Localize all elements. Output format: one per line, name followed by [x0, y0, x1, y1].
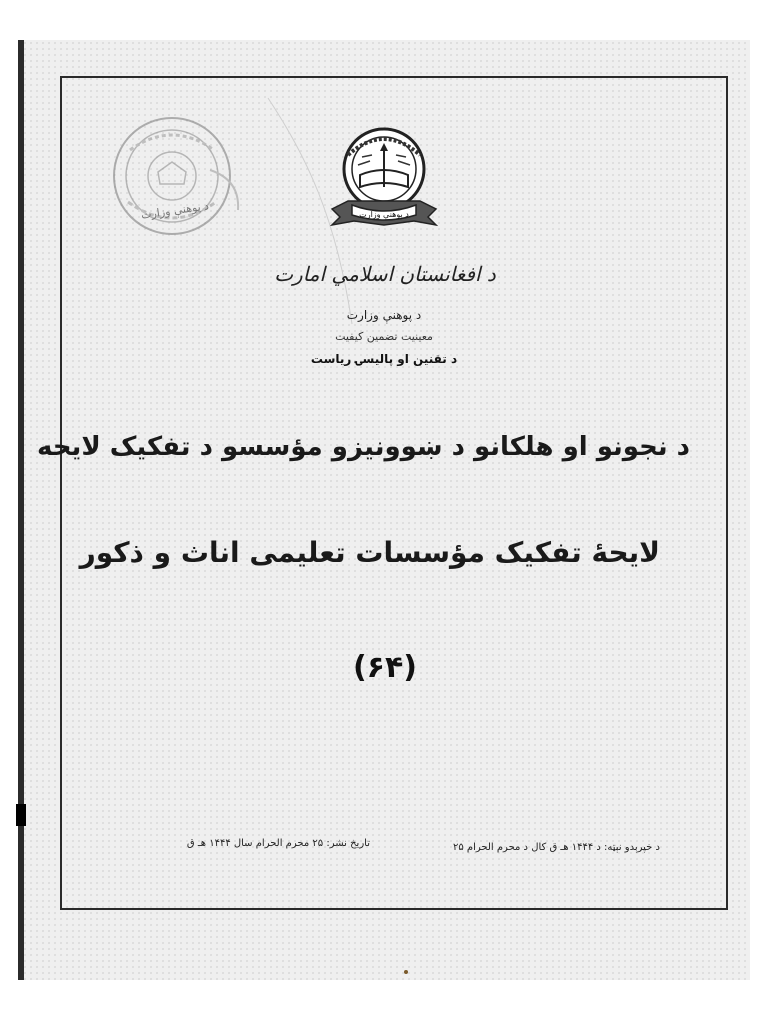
- document-number: (۶۴): [352, 650, 418, 685]
- scan-speck: [404, 970, 408, 974]
- stamp-text: د پوهنې وزارت: [140, 199, 210, 222]
- scan-edge-bar: [18, 40, 24, 980]
- ministry-name: د پوهنې وزارت: [346, 308, 422, 322]
- publication-date-pashto: د خپرېدو نېټه: د ۱۴۴۴ هـ ق کال د محرم الحرام ۲۵: [452, 842, 660, 853]
- official-seal-stamp-icon: [100, 110, 250, 250]
- directorate-name: د تقنین او پالیسۍ ریاست: [310, 352, 458, 366]
- deputy-ministry-name: معینیت تضمین کیفیت: [335, 330, 433, 343]
- document-title-dari: لایحۀ تفکیک مؤسسات تعلیمی اناث و ذکور: [79, 536, 660, 569]
- emblem-ribbon-text: د پوهنې وزارت: [359, 210, 409, 219]
- ministry-of-education-emblem-icon: [318, 125, 450, 235]
- publication-date-dari: تاریخ نشر: ۲۵ محرم الحرام سال ۱۴۴۴ هـ ق: [186, 838, 370, 849]
- document-title-pashto: د نجونو او هلکانو د ښوونیزو مؤسسو د تفکیک لایحه: [37, 432, 690, 462]
- scan-edge-mark: [16, 804, 26, 826]
- emirate-title: د افغانستان اسلامي امارت: [274, 262, 496, 286]
